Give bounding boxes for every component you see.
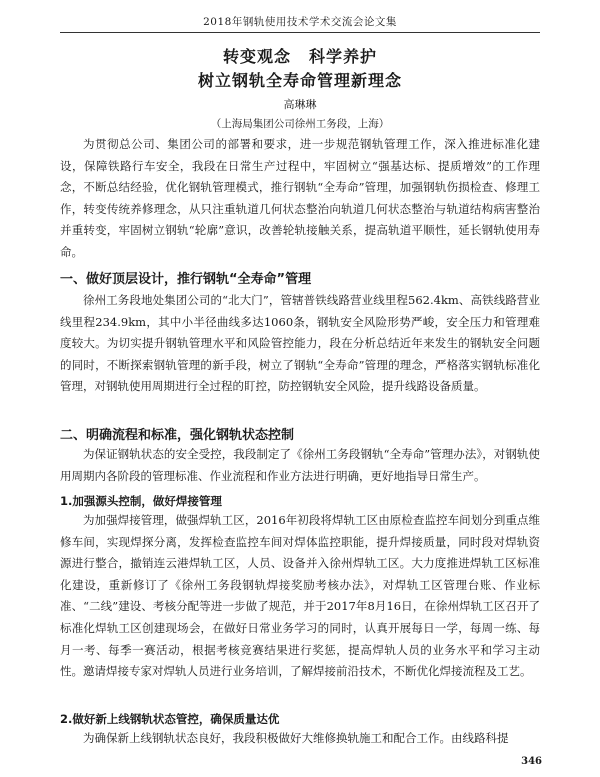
paragraph-section-2: 为保证钢轨状态的安全受控，我段制定了《徐州工务段钢轨“全寿命”管理办法》，对钢轨使用周期内各阶段的管理标准、作业流程和作业方法进行明确，更好地指导日常生产。 [60, 447, 540, 483]
author: 高琳琳 [283, 98, 317, 111]
subsection-heading-2: 2.做好新上线钢轨状态管控，确保质量达优 [60, 712, 280, 726]
affiliation: （上海局集团公司徐州工务段，上海） [210, 118, 390, 130]
paragraph-subsection-1: 为加强焊接管理，做强焊轨工区，2016年初段将焊轨工区由原检查监控车间划分到重点维修车间，实现焊探分离，发挥检查监控车间对焊体监控职能，提升焊接质量，同时段对焊轨资源进行整合，撤销连云港焊轨工区，人员、设备并入徐州焊轨工区。大力度推进焊轨工区标准化建设，重新修订了《徐州工务段钢轨焊接奖励考核办法》，对焊轨工区管理台账、作业标准、“二线”建设、考核分配等进一步做了规范，并于2017年8月16日，在徐州焊轨工区召开了标准化焊轨工区创建现场会，在做好日常业务学习的同时，认真开展每日一学，每周一练、每月一考、每季一赛活动，根据考核竞赛结果进行奖惩，提高焊轨人员的业务水平和学习主动性。邀请焊接专家对焊轨人员进行业务培训，了解焊接前沿技术，不断优化焊接流程及工艺。 [60, 513, 540, 679]
title-line-2: 树立钢轨全寿命管理新理念 [197, 71, 402, 90]
paragraph-subsection-2: 为确保新上线钢轨状态良好，我段积极做好大维修换轨施工和配合工作。由线路科提 [83, 731, 509, 745]
subsection-heading-1: 1.加强源头控制，做好焊接管理 [60, 494, 222, 508]
running-header: 2018年钢轨使用技术学术交流会论文集 [203, 16, 397, 28]
header-rule [60, 32, 540, 33]
title-line-1 [0, 44, 600, 67]
title-part-b: 科学养护 [309, 47, 378, 66]
title-part-a: 转变观念 [222, 47, 291, 66]
paragraph-intro: 为贯彻总公司、集团公司的部署和要求，进一步规范钢轨管理工作，深入推进标准化建设，保障铁路行车安全，我段在日常生产过程中，牢固树立“强基达标、提质增效”的工作理念，不断总结经验，优化钢轨管理模式，推行钢轨“全寿命”管理，加强钢轨伤损检查、修理工作，转变传统养修理念，从只注重轨道几何状态整治向轨道几何状态整治与轨道结构病害整治并重转变，牢固树立钢轨“轮廓”意识，改善轮轨接触关系，提高轨道平顺性，延长钢轨使用寿命。 [60, 137, 540, 259]
paragraph-section-1: 徐州工务段地处集团公司的“北大门”，管辖普铁线路营业线里程562.4km、高铁线路营业线里程234.9km，其中小半径曲线多达1060条，钢轨安全风险形势严峻，安全压力和管理难度较大。为切实提升钢轨管理水平和风险管控能力，段在分析总结近年来发生的钢轨安全问题的同时，不断探索钢轨管理的新手段，树立了钢轨“全寿命”管理的理念，严格落实钢轨标准化管理，对钢轨使用周期进行全过程的盯控，防控钢轨安全风险，提升线路设备质量。 [60, 293, 540, 394]
page-number: 346 [521, 756, 542, 767]
section-heading-1: 一、做好顶层设计，推行钢轨“全寿命”管理 [60, 272, 312, 287]
section-heading-2: 二、明确流程和标准，强化钢轨状态控制 [60, 428, 295, 443]
